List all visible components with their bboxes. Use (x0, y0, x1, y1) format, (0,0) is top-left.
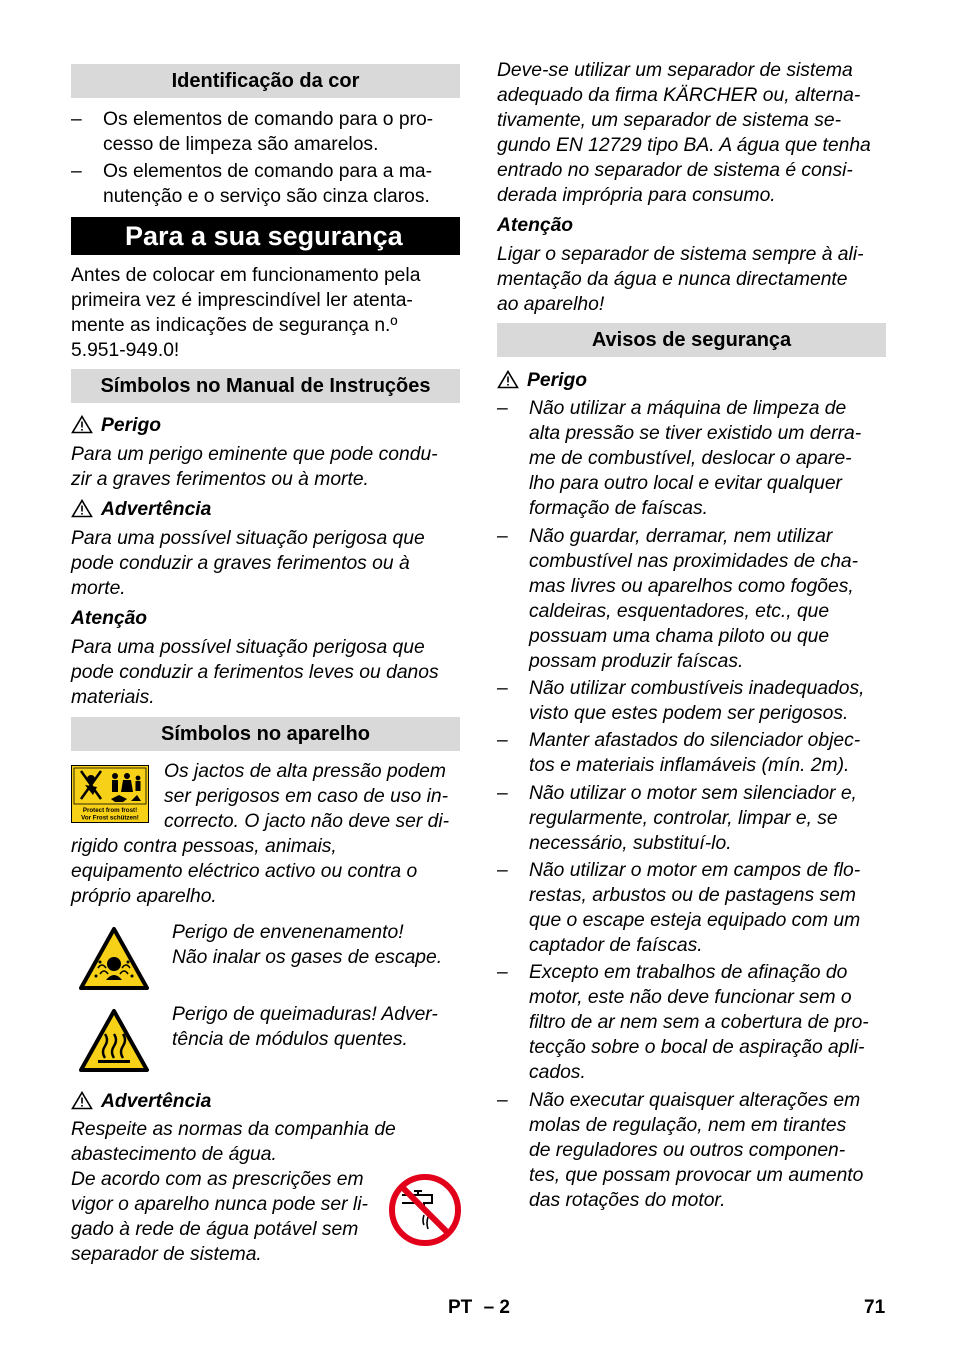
page-number: 71 (864, 1297, 886, 1318)
page-footer-section (448, 1297, 510, 1319)
jet-label-text-en: Protect from frost! (82, 807, 138, 814)
perigo-heading: Perigo (71, 413, 460, 438)
atencao-heading: Atenção (71, 608, 148, 629)
jet-warning-text-short: Os jactos de alta pressão podem ser perigosos em caso de uso in- correcto. O jacto não deve ser di- (164, 761, 450, 832)
warning-triangle-icon (71, 1091, 93, 1110)
section-page: – 2 (483, 1297, 510, 1318)
advertencia-heading: Advertência (71, 497, 460, 522)
warning-triangle-icon (497, 370, 519, 389)
system-separator-text: Deve-se utilizar um separador de sistema adequado da firma KÄRCHER ou, alterna- tivamente, um separador de sistema se- gundo EN 12729 tipo BA. A água que tenha entrado no separador de sistema é consi- derada imprópria para consumo. (497, 60, 871, 206)
warning-triangle-icon (71, 499, 93, 518)
safety-title: Para a sua segurança (71, 217, 460, 255)
device-symbols-heading: Símbolos no aparelho (71, 717, 460, 751)
no-drinking-water-connection-icon (388, 1173, 462, 1247)
jet-label-text-de: Vor Frost schützen! (81, 814, 139, 822)
list-item: – Os elementos de comando para a ma- nutenção e o serviço são cinza claros. (71, 161, 433, 207)
burn-warning-text: Perigo de queimaduras! Adver- tência de módulos quentes. (172, 1004, 438, 1050)
list-item: – Manter afastados do silenciador objec- tos e materiais inflamáveis (mín. 2m). (497, 730, 861, 776)
water-advertencia-heading: Advertência (71, 1089, 460, 1114)
section-label: PT (448, 1297, 473, 1318)
poison-warning-text: Perigo de envenenamento! Não inalar os gases de escape. (172, 922, 443, 968)
atencao-text: Ligar o separador de sistema sempre à ali- mentação da água e nunca directamente ao aparelho! (497, 244, 864, 315)
perigo-text: Para um perigo eminente que pode condu- zir a graves ferimentos ou à morte. (71, 444, 438, 490)
atencao-text: Para uma possível situação perigosa que pode conduzir a ferimentos leves ou danos materiais. (71, 637, 439, 708)
list-item: – Não utilizar o motor em campos de flo- restas, arbustos ou de pastagens sem que o escape esteja equipado com um captador de faíscas. (497, 860, 861, 956)
list-item: – Os elementos de comando para o pro- cesso de limpeza são amarelos. (71, 109, 434, 155)
warning-triangle-icon (71, 415, 93, 434)
hot-surface-warning-icon (78, 1008, 150, 1074)
water-warning-text-short: De acordo com as prescrições em vigor o aparelho nunca pode ser li- gado à rede de água potável sem separador de sistema. (71, 1169, 368, 1265)
perigo-heading: Perigo (497, 368, 886, 393)
high-pressure-jet-warning-label-icon (71, 765, 149, 823)
manual-symbols-heading: Símbolos no Manual de Instruções (71, 369, 460, 403)
safety-intro: Antes de colocar em funcionamento pela primeira vez é imprescindível ler atenta- mente as indicações de segurança n.º 5.951-949.0! (71, 265, 421, 361)
list-item: – Não guardar, derramar, nem utilizar combustível nas proximidades de cha- mas livres ou aparelhos como fogões, caldeiras, esquentadores, etc., que possuam uma chama piloto ou que possam produzir faíscas. (497, 526, 859, 672)
advertencia-text: Para uma possível situação perigosa que pode conduzir a graves ferimentos ou à morte. (71, 528, 425, 599)
safety-notes-heading: Avisos de segurança (497, 323, 886, 357)
list-item: – Não utilizar combustíveis inadequados, visto que estes podem ser perigosos. (497, 678, 865, 724)
color-id-heading: Identificação da cor (71, 64, 460, 98)
list-item: – Não utilizar o motor sem silenciador e, regularmente, controlar, limpar e, se necessário, substituí-lo. (497, 783, 857, 854)
water-warning-text-full: Respeite as normas da companhia de abastecimento de água. (71, 1119, 396, 1165)
jet-warning-text-full: rigido contra pessoas, animais, equipamento eléctrico activo ou contra o próprio aparelho. (71, 836, 418, 907)
poisoning-warning-icon (78, 926, 150, 992)
atencao-heading: Atenção (497, 215, 574, 236)
list-item: – Não executar quaisquer alterações em molas de regulação, nem em tirantes de reguladores ou outros componen- tes, que possam provocar um aumento das rotações do motor. (497, 1090, 864, 1211)
list-item: – Não utilizar a máquina de limpeza de alta pressão se tiver existido um derra- me de combustível, deslocar o apare- lho para outro local e evitar qualquer formação de faíscas. (497, 398, 862, 519)
list-item: – Excepto em trabalhos de afinação do motor, este não deve funcionar sem o filtro de ar nem sem a cobertura de pro- tecção sobre o bocal de aspiração apli- cados. (497, 962, 869, 1083)
